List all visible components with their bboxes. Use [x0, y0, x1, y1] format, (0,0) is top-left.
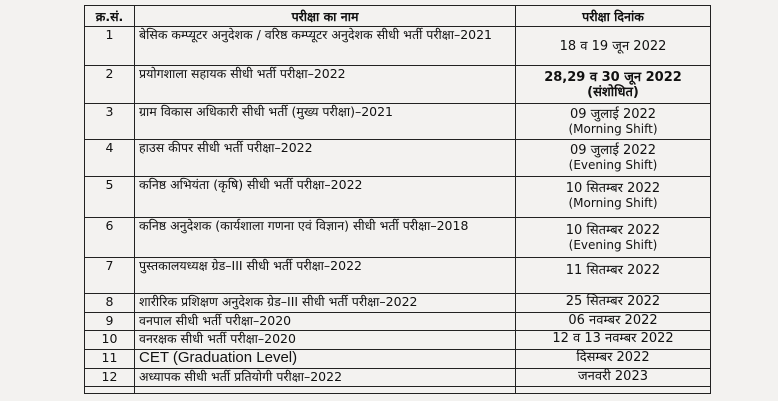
table-row — [85, 294, 711, 313]
table-row — [85, 104, 711, 140]
row-serial: 1 — [85, 27, 135, 66]
table-row — [85, 218, 711, 258]
row-exam-name — [139, 387, 511, 393]
row-exam-name: पुस्तकालयध्यक्ष ग्रेड–III सीधी भर्ती परीक्षा–2022 — [135, 258, 516, 294]
row-exam-shift: (Evening Shift) — [568, 238, 658, 252]
row-exam-shift: (Evening Shift) — [568, 158, 658, 172]
row-serial: 12 — [85, 369, 135, 387]
row-exam-date: 09 जुलाई 2022 — [569, 143, 657, 158]
table-row — [85, 27, 711, 66]
row-exam-name: वनरक्षक सीधी भर्ती परीक्षा–2020 — [135, 331, 516, 350]
exam-schedule-table — [84, 5, 711, 394]
table-row — [85, 350, 711, 369]
row-serial: 11 — [85, 350, 135, 369]
row-exam-name: ग्राम विकास अधिकारी सीधी भर्ती (मुख्य परीक्षा)–2021 — [135, 104, 516, 140]
row-exam-date: जनवरी 2023 — [516, 369, 711, 387]
table-row — [85, 258, 711, 294]
table-row — [85, 331, 711, 350]
row-serial: 6 — [85, 218, 135, 258]
row-exam-date: 09 जुलाई 2022 — [569, 107, 657, 122]
row-exam-name: अध्यापक सीधी भर्ती प्रतियोगी परीक्षा–2022 — [135, 369, 516, 387]
row-exam-date: 28,29 व 30 जून 2022 — [544, 70, 682, 85]
row-exam-date: 06 नवम्बर 2022 — [516, 313, 711, 331]
row-exam-date: 25 सितम्बर 2022 — [516, 294, 711, 313]
table-header-row — [85, 6, 711, 27]
row-exam-name: कनिष्ठ अभियंता (कृषि) सीधी भर्ती परीक्षा–2022 — [135, 177, 516, 218]
row-exam-name: बेसिक कम्प्यूटर अनुदेशक / वरिष्ठ कम्प्यूटर अनुदेशक सीधी भर्ती परीक्षा–2021 — [135, 27, 516, 66]
row-serial: 2 — [85, 66, 135, 104]
table-row — [85, 313, 711, 331]
row-exam-note: (संशोधित) — [587, 85, 639, 100]
header-exam-name: परीक्षा का नाम — [135, 6, 516, 27]
row-serial: 3 — [85, 104, 135, 140]
table-row — [85, 66, 711, 104]
row-exam-name: हाउस कीपर सीधी भर्ती परीक्षा–2022 — [135, 140, 516, 177]
row-exam-name: कनिष्ठ अनुदेशक (कार्यशाला गणना एवं विज्ञान) सीधी भर्ती परीक्षा–2018 — [135, 218, 516, 258]
table-row — [85, 177, 711, 218]
row-exam-date: 10 सितम्बर 2022 — [565, 223, 661, 238]
row-exam-date: 12 व 13 नवम्बर 2022 — [516, 331, 711, 350]
row-serial — [89, 387, 130, 393]
row-exam-name: CET (Graduation Level) — [135, 350, 516, 369]
row-exam-name: वनपाल सीधी भर्ती परीक्षा–2020 — [135, 313, 516, 331]
header-exam-date: परीक्षा दिनांक — [516, 6, 711, 27]
row-exam-date: दिसम्बर 2022 — [516, 350, 711, 369]
row-serial: 10 — [85, 331, 135, 350]
row-exam-shift: (Morning Shift) — [568, 196, 658, 210]
table-row — [85, 369, 711, 387]
row-exam-date — [520, 387, 706, 393]
row-exam-date: 11 सितम्बर 2022 — [516, 258, 711, 294]
row-serial: 7 — [85, 258, 135, 294]
header-serial: क्र.सं. — [85, 6, 135, 27]
row-exam-shift: (Morning Shift) — [568, 122, 658, 136]
row-exam-date: 18 व 19 जून 2022 — [516, 27, 711, 66]
row-exam-name: प्रयोगशाला सहायक सीधी भर्ती परीक्षा–2022 — [135, 66, 516, 104]
row-serial: 8 — [85, 294, 135, 313]
table-row-cut-off — [85, 387, 711, 394]
row-exam-name: शारीरिक प्रशिक्षण अनुदेशक ग्रेड–III सीधी भर्ती परीक्षा–2022 — [135, 294, 516, 313]
table-row — [85, 140, 711, 177]
row-serial: 9 — [85, 313, 135, 331]
row-serial: 4 — [85, 140, 135, 177]
row-serial: 5 — [85, 177, 135, 218]
row-exam-date: 10 सितम्बर 2022 — [565, 181, 661, 196]
